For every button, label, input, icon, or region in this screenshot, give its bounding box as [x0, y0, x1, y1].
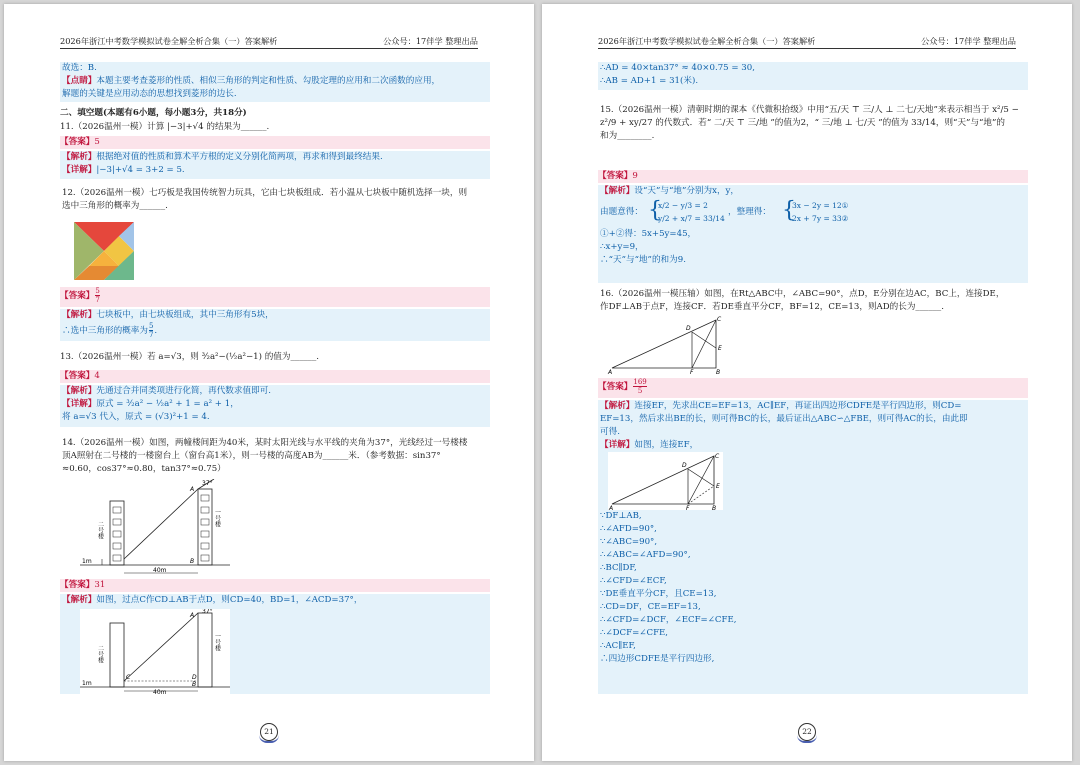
page-number-text: 22: [798, 723, 816, 741]
point-B: B: [190, 558, 195, 565]
height-1m-label: 1m: [82, 558, 92, 565]
angle-37-label: 37°: [202, 480, 213, 487]
answer-fraction: [633, 378, 646, 395]
question-11: 11.（2026温州一模）计算 |−3|+√4 的结果为______.: [60, 122, 270, 132]
text-line: ∴“天”与“地”的和为9.: [600, 255, 686, 265]
point-E: E: [718, 345, 722, 352]
question-13: 13.（2026温州一模）若 a=√3，则 ³⁄₂a²−(½a²−1) 的值为______.: [60, 352, 320, 362]
text-line: 本题主要考查菱形的性质、相似三角形的判定和性质、勾股定理的应用和二次函数的应用，: [96, 76, 441, 86]
text-line: ①+②得：5x+5y=45，: [600, 229, 697, 239]
denominator: 5: [637, 387, 643, 395]
building-2-label: 二号楼: [96, 645, 104, 663]
answer-value: 5: [94, 137, 100, 147]
denominator: 7: [148, 331, 154, 339]
text-line: 由题意得：: [600, 207, 643, 217]
proof-steps: [598, 510, 1028, 666]
prev-answer-box: [60, 62, 490, 102]
tangram-figure: [74, 222, 134, 280]
text-line: z²/9 + xy/27 的代数式．若“ 二/天 ⊤ 三/地 ”的值为2，“ 三/地 ⊥ 七/天 ”的值为 33/14，则“天”与“地”的: [600, 118, 1006, 128]
explain-13: [60, 385, 490, 427]
point-C: C: [715, 453, 720, 460]
detail-label: 【详解】: [62, 399, 97, 409]
answer-12: [60, 287, 490, 307]
point-B: B: [192, 681, 197, 688]
height-1m-label: 1m: [82, 680, 92, 687]
text-line: ∴x+y=9，: [600, 242, 644, 252]
explain-label: 【解析】: [62, 152, 97, 162]
answer-label: 【答案】: [60, 291, 95, 301]
numerator: 169: [633, 378, 647, 386]
answer-label: 【答案】: [60, 137, 95, 147]
answer-value: 31: [94, 580, 106, 590]
question-15: [598, 104, 1028, 143]
explain-label: 【解析】: [600, 401, 635, 411]
text-line: 设“天”与“地”分别为x，y，: [634, 186, 740, 196]
point-A: A: [190, 486, 195, 493]
proof-step: ∴CD=DF，CE=EF=13,: [600, 602, 701, 612]
section-title: 二、填空题(本题有6小题，每小题3分，共18分): [60, 108, 247, 118]
explain-label: 【解析】: [62, 386, 97, 396]
answer-15: [598, 170, 1028, 183]
numerator: 5: [148, 322, 154, 330]
text-line: 作DF⊥AB于点F，连接CF．若DE垂直平分CF，BF=12，CE=13，则AD的长为______.: [600, 302, 944, 312]
text-line: 解题的关键是应用动态的思想找到菱形的边长.: [62, 89, 237, 99]
angle-37-label: 37°: [202, 609, 213, 615]
answer-label: 【答案】: [598, 382, 633, 392]
question-16: [598, 288, 1028, 314]
header-title: 2026年浙江中考数学模拟试卷全解全析合集（一）答案解析: [598, 36, 816, 46]
text-line: 14.（2026温州一模）如图，两幢楼间距为40米，某时太阳光线与水平线的夹角为37°，光线经过一号楼楼: [62, 438, 468, 448]
text-line: 如图，连接EF，: [634, 440, 699, 450]
point-B: B: [712, 505, 717, 510]
answer-13: [60, 370, 490, 383]
point-A: A: [609, 505, 614, 510]
explain-label: 【解析】: [600, 186, 635, 196]
page-number-22: [796, 723, 818, 741]
proof-step: ∴∠CFD=∠DCF，∠ECF=∠CFE,: [600, 615, 737, 625]
equation-system: [598, 198, 1028, 228]
answer-value: 4: [94, 371, 100, 381]
proof-step: ∴四边形CDFE是平行四边形,: [600, 654, 715, 664]
proof-step: ∴∠ABC=∠AFD=90°,: [600, 550, 691, 560]
explain-15: [598, 185, 1028, 283]
laurel-icon: [797, 735, 817, 743]
building-2-label: 二号楼: [96, 521, 104, 539]
proof-step: ∴∠AFD=90°,: [600, 524, 657, 534]
text-line: 如图，过点C作CD⊥AB于点D，则CD=40，BD=1，∠ACD=37°，: [96, 595, 363, 605]
text-line: 连接EF，先求出CE=EF=13，AC∥EF，再证出四边形CDFE是平行四边形，则CD=: [634, 401, 962, 411]
text-line: 先通过合并同类项进行化简，再代数求值即可.: [96, 386, 271, 396]
equation-line: 3x − 2y = 12①: [792, 201, 849, 210]
point-C: C: [126, 674, 131, 681]
answer-label: 【答案】: [60, 580, 95, 590]
building-figure-q14: [80, 479, 230, 577]
header-account: 公众号：17伴学 整理出品: [383, 36, 478, 46]
equation-line: y/2 + x/7 = 33/14: [658, 214, 725, 223]
brace-icon: {: [782, 198, 796, 223]
question-14: [60, 437, 490, 476]
detail-label: 【详解】: [62, 165, 97, 175]
page-header: [60, 34, 478, 49]
explain-12: 【解析】七块板中，由七块板组成，其中三角形有5块， ∴选中三角形的概率为 $\frac{5}{7}$ .: [60, 309, 490, 341]
distance-40m-label: 40m: [153, 567, 167, 574]
text-line: ∴AD = 40×tan37° ≈ 40×0.75 = 30,: [600, 63, 755, 73]
proof-step: ∵∠ABC=90°,: [600, 537, 658, 547]
q14-continuation-box: [598, 62, 1028, 90]
text-line: 根据绝对值的性质和算术平方根的定义分别化简两项，再求和得到最终结果.: [96, 152, 383, 162]
text-line: 顶A照射在二号楼的一楼窗台上（窗台高1米），则一号楼的高度AB为______米．（参考数据：sin37°: [62, 451, 441, 461]
proof-step: ∵DE垂直平分CF，且CE=13,: [600, 589, 717, 599]
answer-14: [60, 579, 490, 592]
denominator: 7: [95, 296, 100, 304]
point-F: F: [686, 505, 690, 510]
answer-label: 【答案】: [60, 371, 95, 381]
triangle-figure-q16: [606, 316, 726, 374]
text-line: EF=13，然后求出BE的长，则可得BC的长，最后证出△ABC∽△FBE，则可得AC的长，由此即: [600, 414, 968, 424]
page-21: [4, 4, 534, 761]
header-title: 2026年浙江中考数学模拟试卷全解全析合集（一）答案解析: [60, 36, 278, 46]
explain-label: 【解析】: [62, 310, 97, 320]
point-A: A: [190, 612, 195, 619]
point-F: F: [690, 369, 694, 374]
answer-fraction: [95, 287, 99, 304]
text-line: ≈0.60，cos37°≈0.80，tan37°≈0.75）: [62, 464, 226, 474]
page-22: [542, 4, 1072, 761]
text-line: ，整理得：: [728, 207, 771, 217]
answer-16: [598, 378, 1028, 398]
text-line: ∴AB = AD+1 = 31(米).: [600, 76, 699, 86]
point-C: C: [717, 316, 722, 323]
triangle-figure-explain: [608, 452, 723, 510]
explain-label: 【解析】: [62, 595, 97, 605]
fraction: [149, 322, 153, 339]
text-line: 将 a=√3 代入，原式 = (√3)²+1 = 4.: [62, 412, 210, 422]
proof-step: ∴BC∥DF,: [600, 563, 637, 573]
distance-40m-label: 40m: [153, 689, 167, 694]
text-line: 和为________.: [600, 131, 655, 141]
building-figure-explain: [80, 609, 230, 694]
explain-16: [598, 400, 1028, 694]
answer-value: 9: [632, 171, 638, 181]
page-number-text: 21: [260, 723, 278, 741]
question-12: [60, 187, 490, 213]
building-1-label: 一号楼: [213, 633, 221, 651]
text-line: 可得.: [600, 427, 620, 437]
equation-line: x/2 − y/3 = 2: [658, 201, 708, 210]
detail-label: 【详解】: [600, 440, 635, 450]
note-label: 【点睛】: [62, 76, 97, 86]
point-A: A: [608, 369, 613, 374]
text-line: 15.（2026温州一模）清朝时期的课本《代微积拾级》中用“五/天 ⊤ 三/人 ⊥ 二七/天地”来表示相当于 x²/5 −: [600, 105, 1019, 115]
answer-11: [60, 136, 490, 149]
text-line: ∴选中三角形的概率为: [62, 326, 148, 336]
text-line: 12.（2026温州一模）七巧板是我国传统智力玩具，它由七块板组成．若小温从七块板中随机选择一块，则: [62, 188, 468, 198]
text-line: |−3|+√4 = 3+2 = 5.: [96, 165, 185, 175]
proof-step: ∴∠DCF=∠CFE,: [600, 628, 669, 638]
proof-step: ∴∠CFD=∠ECF,: [600, 576, 667, 586]
equation-line: 2x + 7y = 33②: [792, 214, 849, 223]
point-D: D: [682, 462, 687, 469]
building-1-label: 一号楼: [213, 509, 221, 527]
point-D: D: [192, 674, 197, 681]
laurel-icon: [259, 735, 279, 743]
numerator: 5: [95, 287, 100, 295]
answer-label: 【答案】: [598, 171, 633, 181]
text-line: 七块板中，由七块板组成，其中三角形有5块，: [96, 310, 274, 320]
header-account: 公众号：17伴学 整理出品: [921, 36, 1016, 46]
text-line: 原式 = ³⁄₂a² − ½a² + 1 = a² + 1，: [96, 399, 239, 409]
text-line: 故选：B.: [62, 63, 97, 73]
page-header: [598, 34, 1016, 49]
text-line: 16.（2026温州一模压轴）如图，在Rt△ABC中，∠ABC=90°，点D，E分别在边AC，BC上，连接DE，: [600, 289, 1005, 299]
brace-icon: {: [648, 198, 662, 223]
point-D: D: [686, 325, 691, 332]
text-line: 选中三角形的概率为______.: [62, 201, 168, 211]
point-E: E: [716, 483, 720, 490]
page-number-21: [258, 723, 280, 741]
proof-step: ∴AC∥EF,: [600, 641, 636, 651]
explain-11: [60, 151, 490, 179]
point-B: B: [716, 369, 721, 374]
proof-step: ∵DF⊥AB,: [600, 511, 642, 521]
